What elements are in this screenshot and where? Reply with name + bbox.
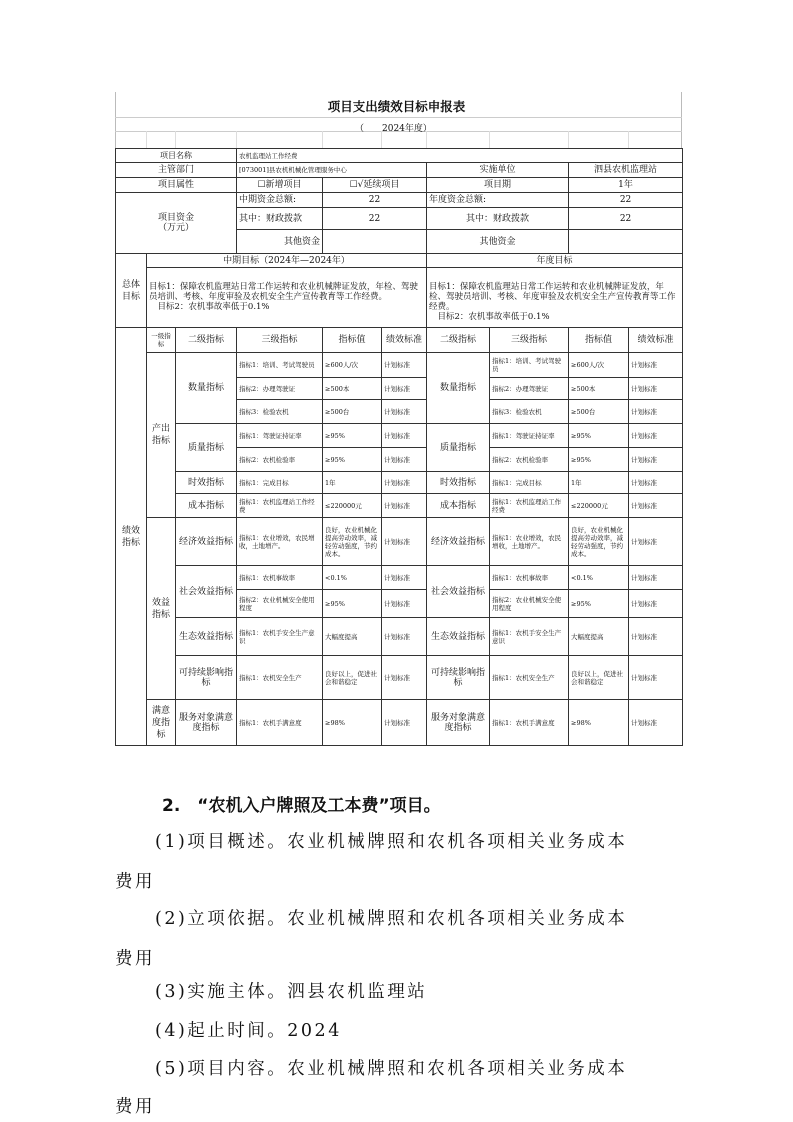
row-standard: 计划标准 [382,353,427,378]
attr-label: 项目属性 [116,178,237,193]
grid-line [489,131,490,148]
row-standard-right: 计划标准 [629,618,683,656]
row-standard: 计划标准 [382,424,427,448]
grid-line [115,117,682,118]
row-indicator: 指标1：农机手满意度 [237,700,323,746]
group-sustainable: 可持续影响指标 [176,656,237,700]
group-sustainable-right: 可持续影响指标 [427,656,490,700]
value-header-right: 指标值 [569,328,629,353]
row-indicator-right: 指标1：完成目标 [490,472,569,494]
row-standard-right: 计划标准 [629,472,683,494]
row-standard-right: 计划标准 [629,518,683,566]
row-value-right: ≥95% [569,590,629,618]
impl-unit-label: 实施单位 [427,163,569,178]
group-quantity-right: 数量指标 [427,353,490,424]
grid-line [322,131,323,148]
lvl3-header-right: 三级指标 [490,328,569,353]
impl-unit-value: 泗县农机监理站 [569,163,683,178]
row-indicator: 指标2：农机检验率 [237,448,323,472]
grid-line [175,131,176,148]
row-standard: 计划标准 [382,378,427,400]
row-standard-right: 计划标准 [629,424,683,448]
section-heading: 2. “农机入户牌照及工本费”项目。 [162,796,441,816]
attr-continue-checkbox[interactable]: ☐√延续项目 [323,178,427,193]
mid-total-value: 22 [323,193,427,208]
row-value-right: ≥500本 [569,378,629,400]
annual-total-value: 22 [569,193,683,208]
paragraph-basis: (2)立项依据。农业机械牌照和农机各项相关业务成本 [155,909,628,929]
form-title: 项目支出绩效目标申报表 [327,99,466,114]
row-standard: 计划标准 [382,400,427,424]
dept-value: [073001]县农机机械化管理服务中心 [237,163,427,178]
annual-fiscal-value: 22 [569,208,683,230]
perf-indicator-label: 绩效指标 [116,328,147,746]
row-value: ≥500台 [323,400,382,424]
row-standard: 计划标准 [382,700,427,746]
row-indicator-right: 指标2：农业机械安全使用程度 [490,590,569,618]
annual-goal-text: 目标1：保障农机监理站日常工作运转和农业机械牌证发放，年检、驾驶员培训、考核、年度审验及农机安全生产宣传教育等工作经费。 目标2：农机事故率低于0.1% [427,268,683,328]
standard-header: 绩效标准 [382,328,427,353]
row-value: ≥98% [323,700,382,746]
period-label: 项目期 [427,178,569,193]
mid-total-label: 中期资金总额: [237,193,323,208]
row-value-right: <0.1% [569,566,629,590]
group-timeliness-right: 时效指标 [427,472,490,494]
row-value: ≥600人/次 [323,353,382,378]
row-standard-right: 计划标准 [629,700,683,746]
row-value: ≤220000元 [323,494,382,518]
row-value-right: ≤220000元 [569,494,629,518]
paragraph-overview: (1)项目概述。农业机械牌照和农机各项相关业务成本 [155,832,628,852]
dept-label: 主管部门 [116,163,237,178]
lvl2-header-right: 二级指标 [427,328,490,353]
row-indicator: 指标1：农业增效，农民增收，土地增产。 [237,518,323,566]
row-indicator: 指标1：驾驶证持证率 [237,424,323,448]
paragraph-period: (4)起止时间。2024 [155,1021,342,1041]
row-value: 良好，农业机械化提高劳动效率，减轻劳动强度，节约成本。 [323,518,382,566]
row-indicator-right: 指标1：农机事故率 [490,566,569,590]
row-standard: 计划标准 [382,494,427,518]
paragraph-content: (5)项目内容。农业机械牌照和农机各项相关业务成本 [155,1059,628,1079]
paragraph-content-cont: 费用 [115,1097,155,1117]
row-indicator-right: 指标2：农机检验率 [490,448,569,472]
benefit-indicator-label: 效益指标 [147,518,176,700]
group-quality: 质量指标 [176,424,237,472]
row-standard-right: 计划标准 [629,656,683,700]
standard-header-right: 绩效标准 [629,328,683,353]
group-cost-right: 成本指标 [427,494,490,518]
group-timeliness: 时效指标 [176,472,237,494]
row-indicator-right: 指标2：办理驾驶证 [490,378,569,400]
row-standard-right: 计划标准 [629,590,683,618]
row-indicator-right: 指标1：农机安全生产 [490,656,569,700]
overall-goal-label: 总体目标 [116,254,147,328]
row-indicator: 指标1：农机安全生产 [237,656,323,700]
paragraph-basis-cont: 费用 [115,949,155,969]
row-indicator-right: 指标1：农机手安全生产意识 [490,618,569,656]
row-value: ≥500本 [323,378,382,400]
mid-other-value [323,230,427,254]
group-cost: 成本指标 [176,494,237,518]
row-value: 大幅度提高 [323,618,382,656]
row-value-right: ≥98% [569,700,629,746]
row-indicator-right: 指标1：驾驶证持证率 [490,424,569,448]
project-name-label: 项目名称 [116,149,237,163]
row-value: 1年 [323,472,382,494]
output-indicator-label: 产出指标 [147,353,176,518]
group-quality-right: 质量指标 [427,424,490,472]
paragraph-implementer: (3)实施主体。泗县农机监理站 [155,982,428,1002]
row-standard: 计划标准 [382,566,427,590]
project-name-value: 农机监理站工作经费 [237,149,683,163]
value-header: 指标值 [323,328,382,353]
row-indicator-right: 指标3：检验农机 [490,400,569,424]
mid-goal-header: 中期目标（2024年—2024年） [147,254,427,268]
lvl2-header: 二级指标 [176,328,237,353]
annual-other-label: 其他资金 [427,230,569,254]
row-indicator-right: 指标1：农业增效，农民增收，土地增产。 [490,518,569,566]
form-year: （ 2024年度） [355,124,432,134]
row-value: ≥95% [323,590,382,618]
group-ecological-right: 生态效益指标 [427,618,490,656]
row-value-right: 良好以上，促进社会和谐稳定 [569,656,629,700]
row-value-right: ≥600人/次 [569,353,629,378]
row-value-right: ≥95% [569,448,629,472]
funds-label: 项目资金 （万元） [116,193,237,254]
row-standard-right: 计划标准 [629,494,683,518]
satisfaction-indicator-label: 满意度指标 [147,700,176,746]
period-value: 1年 [569,178,683,193]
row-value-right: ≥95% [569,424,629,448]
group-social: 社会效益指标 [176,566,237,618]
row-indicator: 指标1：农机手安全生产意识 [237,618,323,656]
row-indicator: 指标1：培训、考试驾驶员 [237,353,323,378]
grid-line [146,131,147,148]
annual-goal-header: 年度目标 [427,254,683,268]
group-service: 服务对象满意度指标 [176,700,237,746]
group-economic-right: 经济效益指标 [427,518,490,566]
performance-target-table [115,148,683,746]
row-value-right: 1年 [569,472,629,494]
mid-fiscal-value: 22 [323,208,427,230]
row-indicator: 指标1：农机监理站工作经费 [237,494,323,518]
row-value: <0.1% [323,566,382,590]
group-economic: 经济效益指标 [176,518,237,566]
grid-line [628,131,629,148]
mid-goal-text: 目标1：保障农机监理站日常工作运转和农业机械牌证发放，年检、驾驶员培训、考核、年度审验及农机安全生产宣传教育等工作经费。 目标2：农机事故率低于0.1% [147,268,427,328]
row-standard: 计划标准 [382,448,427,472]
group-social-right: 社会效益指标 [427,566,490,618]
paragraph-overview-cont: 费用 [115,872,155,892]
row-standard-right: 计划标准 [629,353,683,378]
attr-new-checkbox[interactable]: ☐新增项目 [237,178,323,193]
mid-fiscal-label: 其中：财政拨款 [237,208,323,230]
lvl3-header: 三级指标 [237,328,323,353]
row-indicator: 指标2：农业机械安全使用程度 [237,590,323,618]
row-value: 良好以上，促进社会和谐稳定 [323,656,382,700]
row-standard: 计划标准 [382,518,427,566]
row-indicator: 指标1：农机事故率 [237,566,323,590]
lvl1-header: 一级指标 [147,328,176,353]
row-indicator-right: 指标1：培训、考试驾驶员 [490,353,569,378]
row-indicator-right: 指标1：农机监理站工作经费 [490,494,569,518]
group-quantity: 数量指标 [176,353,237,424]
annual-total-label: 年度资金总额: [427,193,569,208]
row-indicator: 指标2：办理驾驶证 [237,378,323,400]
grid-line [236,131,237,148]
grid-line [568,131,569,148]
row-standard: 计划标准 [382,590,427,618]
annual-fiscal-label: 其中：财政拨款 [427,208,569,230]
row-value-right: 大幅度提高 [569,618,629,656]
row-value: ≥95% [323,448,382,472]
row-indicator: 指标1：完成目标 [237,472,323,494]
row-value-right: 良好，农业机械化提高劳动效率，减轻劳动强度，节约成本。 [569,518,629,566]
mid-other-label: 其他资金 [237,230,323,254]
row-standard: 计划标准 [382,472,427,494]
row-standard-right: 计划标准 [629,378,683,400]
group-service-right: 服务对象满意度指标 [427,700,490,746]
row-standard-right: 计划标准 [629,566,683,590]
row-standard-right: 计划标准 [629,400,683,424]
row-indicator-right: 指标1：农机手满意度 [490,700,569,746]
group-ecological: 生态效益指标 [176,618,237,656]
row-value-right: ≥500台 [569,400,629,424]
row-indicator: 指标3：检验农机 [237,400,323,424]
row-value: ≥95% [323,424,382,448]
row-standard: 计划标准 [382,656,427,700]
row-standard-right: 计划标准 [629,448,683,472]
row-standard: 计划标准 [382,618,427,656]
annual-other-value [569,230,683,254]
